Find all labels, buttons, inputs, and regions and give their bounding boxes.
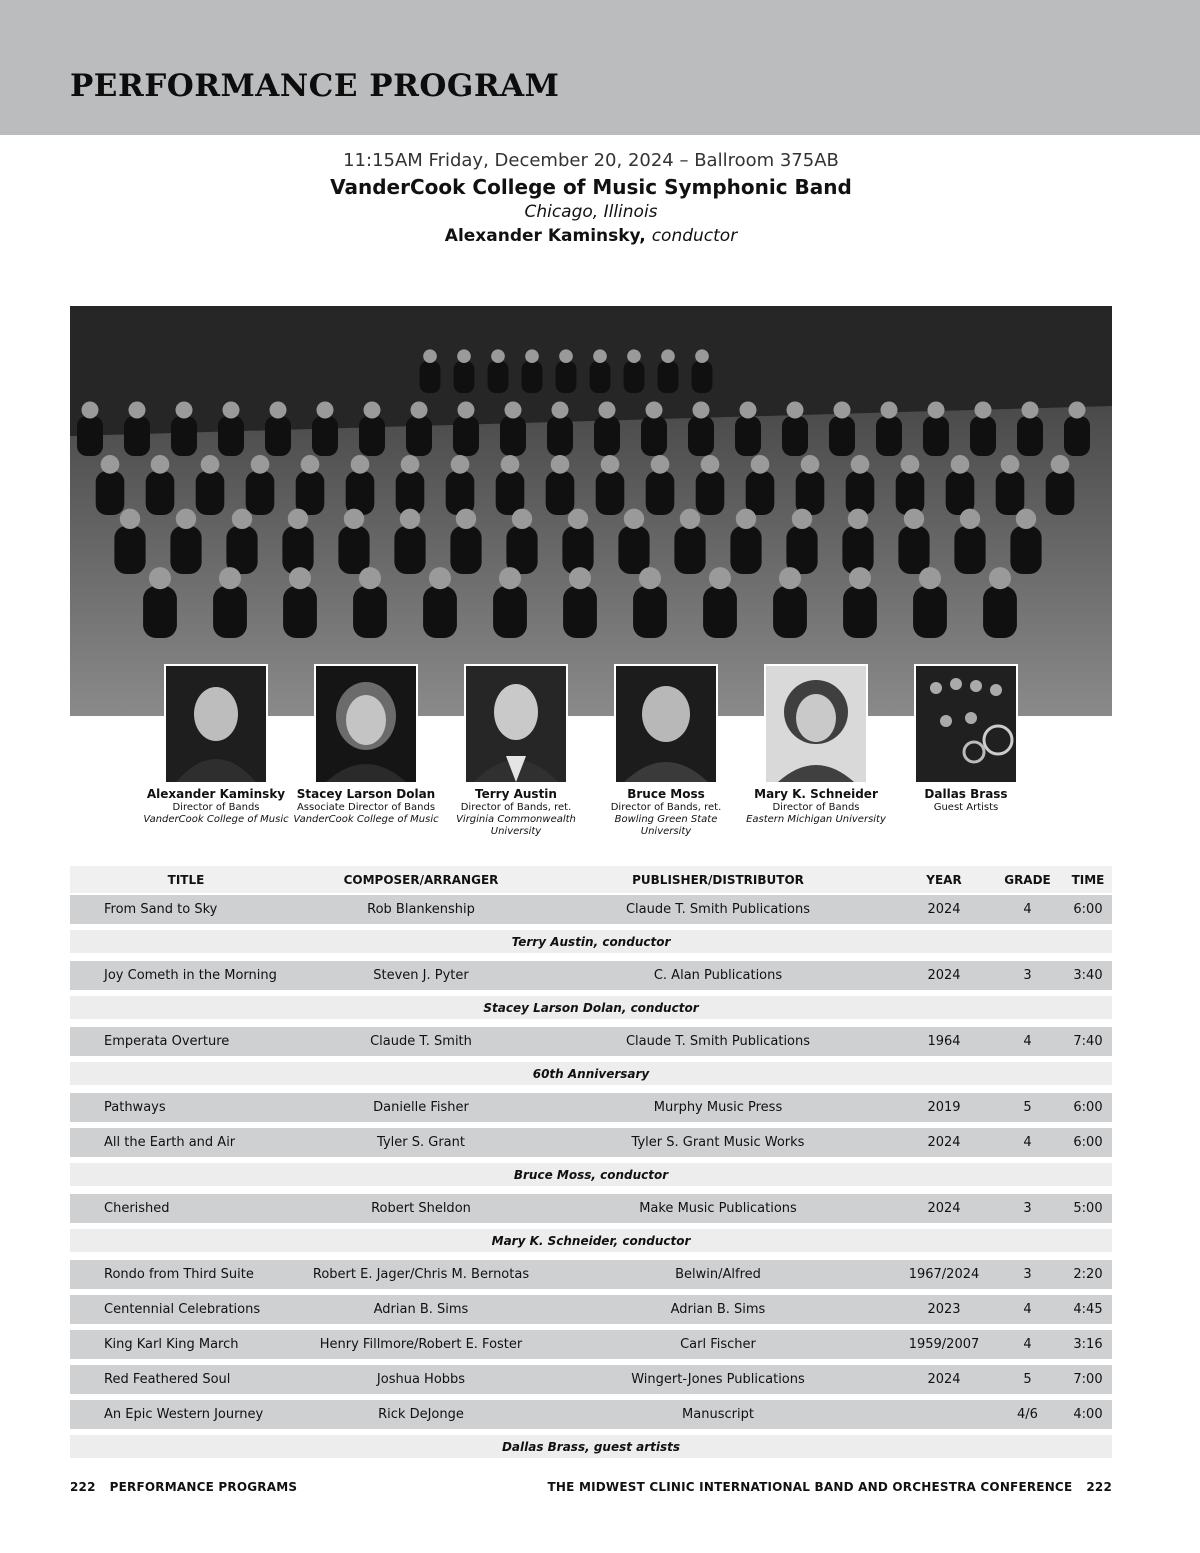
table-row bbox=[70, 1295, 1112, 1324]
bio-name: Stacey Larson Dolan bbox=[296, 787, 436, 801]
cell-title: Joy Cometh in the Morning bbox=[104, 968, 277, 983]
cell-time: 2:20 bbox=[1073, 1267, 1103, 1282]
cell-grade: 5 bbox=[1023, 1100, 1032, 1115]
cell-publisher: Belwin/Alfred bbox=[675, 1267, 761, 1282]
bio-alexander-kaminsky bbox=[141, 787, 291, 826]
cell-composer: Rob Blankenship bbox=[367, 902, 475, 917]
cell-grade: 3 bbox=[1023, 1267, 1032, 1282]
cell-time: 7:40 bbox=[1073, 1034, 1103, 1049]
bio-mary-k-schneider bbox=[741, 787, 891, 826]
program-table bbox=[70, 866, 1112, 1466]
cell-title: Cherished bbox=[104, 1201, 170, 1216]
bio-title: Guest Artists bbox=[933, 802, 999, 813]
bio-school: Eastern Michigan University bbox=[746, 814, 886, 825]
cell-year: 2024 bbox=[927, 1135, 961, 1150]
page-title: PERFORMANCE PROGRAM bbox=[70, 68, 560, 104]
cell-time: 4:45 bbox=[1073, 1302, 1103, 1317]
bio-name: Alexander Kaminsky bbox=[146, 787, 286, 801]
footer-conference-title: THE MIDWEST CLINIC INTERNATIONAL BAND AND ORCHESTRA CONFERENCE bbox=[547, 1480, 1073, 1494]
bio-bruce-moss bbox=[591, 787, 741, 838]
cell-publisher: Wingert-Jones Publications bbox=[631, 1372, 805, 1387]
cell-publisher: C. Alan Publications bbox=[653, 968, 783, 983]
cell-publisher: Adrian B. Sims bbox=[670, 1302, 766, 1317]
cell-publisher: Claude T. Smith Publications bbox=[625, 1034, 811, 1049]
cell-composer: Tyler S. Grant bbox=[377, 1135, 465, 1150]
cell-time: 3:16 bbox=[1073, 1337, 1103, 1352]
event-datetime: 11:15AM Friday, December 20, 2024 – Ballroom 375AB bbox=[343, 150, 839, 171]
cell-time: 6:00 bbox=[1073, 1135, 1103, 1150]
cell-year: 1959/2007 bbox=[908, 1337, 980, 1352]
cell-grade: 4 bbox=[1023, 1135, 1032, 1150]
bio-title: Associate Director of Bands bbox=[296, 802, 436, 813]
cell-composer: Robert Sheldon bbox=[371, 1201, 471, 1216]
cell-grade: 4 bbox=[1023, 902, 1032, 917]
cell-title: Pathways bbox=[104, 1100, 166, 1115]
cell-year: 2024 bbox=[927, 902, 961, 917]
cell-grade: 5 bbox=[1023, 1372, 1032, 1387]
header-grade: GRADE bbox=[1004, 872, 1051, 887]
cell-year: 1964 bbox=[927, 1034, 961, 1049]
cell-year: 2024 bbox=[927, 968, 961, 983]
table-row bbox=[70, 1365, 1112, 1394]
cell-title: An Epic Western Journey bbox=[104, 1407, 264, 1422]
bio-name: Mary K. Schneider bbox=[754, 787, 878, 801]
cell-title: Centennial Celebrations bbox=[104, 1302, 261, 1317]
cell-publisher: Tyler S. Grant Music Works bbox=[631, 1135, 805, 1150]
cell-grade: 3 bbox=[1023, 968, 1032, 983]
cell-title: All the Earth and Air bbox=[104, 1135, 236, 1150]
portrait-stacey-larson-dolan bbox=[314, 664, 418, 784]
cell-publisher: Carl Fischer bbox=[680, 1337, 756, 1352]
header-composer: COMPOSER/ARRANGER bbox=[343, 872, 499, 887]
cell-publisher: Manuscript bbox=[682, 1407, 754, 1422]
bio-terry-austin bbox=[441, 787, 591, 838]
cell-grade: 3 bbox=[1023, 1201, 1032, 1216]
bio-stacey-larson-dolan bbox=[291, 787, 441, 826]
cell-grade: 4 bbox=[1023, 1302, 1032, 1317]
bio-title: Director of Bands bbox=[772, 802, 860, 813]
cell-grade: 4/6 bbox=[1017, 1407, 1038, 1422]
table-row bbox=[70, 895, 1112, 924]
portrait-dallas-brass bbox=[914, 664, 1018, 784]
table-row bbox=[70, 1128, 1112, 1157]
cell-title: Rondo from Third Suite bbox=[104, 1267, 254, 1282]
cell-year: 2019 bbox=[927, 1100, 961, 1115]
bio-school: VanderCook College of Music bbox=[143, 814, 289, 825]
conductor-note: Bruce Moss, conductor bbox=[513, 1167, 669, 1182]
bio-dallas-brass bbox=[891, 787, 1041, 814]
cell-composer: Claude T. Smith bbox=[370, 1034, 472, 1049]
cell-composer: Joshua Hobbs bbox=[376, 1372, 466, 1387]
cell-time: 4:00 bbox=[1073, 1407, 1103, 1422]
portrait-mary-k-schneider bbox=[764, 664, 868, 784]
table-row bbox=[70, 1400, 1112, 1429]
cell-title: Red Feathered Soul bbox=[104, 1372, 231, 1387]
bio-name: Bruce Moss bbox=[627, 787, 705, 801]
cell-publisher: Murphy Music Press bbox=[653, 1100, 783, 1115]
portrait-alexander-kaminsky bbox=[164, 664, 268, 784]
table-row bbox=[70, 1260, 1112, 1289]
header-year: YEAR bbox=[926, 872, 962, 887]
cell-time: 5:00 bbox=[1073, 1201, 1103, 1216]
cell-year: 2023 bbox=[927, 1302, 961, 1317]
conductor-note: Mary K. Schneider, conductor bbox=[491, 1233, 691, 1248]
cell-grade: 4 bbox=[1023, 1337, 1032, 1352]
cell-grade: 4 bbox=[1023, 1034, 1032, 1049]
cell-year: 2024 bbox=[927, 1372, 961, 1387]
cell-composer: Henry Fillmore/Robert E. Foster bbox=[319, 1337, 523, 1352]
table-row bbox=[70, 961, 1112, 990]
cell-time: 7:00 bbox=[1073, 1372, 1103, 1387]
bio-name: Dallas Brass bbox=[924, 787, 1008, 801]
cell-composer: Steven J. Pyter bbox=[373, 968, 469, 983]
cell-time: 6:00 bbox=[1073, 902, 1103, 917]
cell-composer: Adrian B. Sims bbox=[373, 1302, 469, 1317]
cell-title: From Sand to Sky bbox=[104, 902, 218, 917]
header-publisher: PUBLISHER/DISTRIBUTOR bbox=[632, 872, 804, 887]
conductor-note-row bbox=[70, 930, 1112, 953]
band-group-photo bbox=[70, 306, 1112, 716]
footer-left bbox=[70, 1480, 297, 1494]
cell-year: 1967/2024 bbox=[908, 1267, 980, 1282]
header-title: TITLE bbox=[167, 872, 205, 887]
conductor-note: Terry Austin, conductor bbox=[511, 934, 671, 949]
footer-section-title: PERFORMANCE PROGRAMS bbox=[109, 1480, 298, 1494]
conductor-note: 60th Anniversary bbox=[532, 1066, 650, 1081]
portrait-terry-austin bbox=[464, 664, 568, 784]
event-info bbox=[0, 148, 1182, 248]
conductor-note: Stacey Larson Dolan, conductor bbox=[483, 1000, 699, 1015]
conductor-note-row bbox=[70, 1062, 1112, 1085]
conductor-role: conductor bbox=[651, 226, 738, 246]
cell-publisher: Make Music Publications bbox=[639, 1201, 797, 1216]
cell-publisher: Claude T. Smith Publications bbox=[625, 902, 811, 917]
cell-time: 6:00 bbox=[1073, 1100, 1103, 1115]
table-row bbox=[70, 1093, 1112, 1122]
footer-page-number-left: 222 bbox=[70, 1480, 96, 1494]
event-location: Chicago, Illinois bbox=[524, 202, 658, 222]
table-header-row bbox=[70, 866, 1112, 893]
conductor-note: Dallas Brass, guest artists bbox=[501, 1439, 681, 1454]
bio-name: Terry Austin bbox=[475, 787, 557, 801]
cell-composer: Rick DeJonge bbox=[378, 1407, 464, 1422]
conductor-note-row bbox=[70, 1163, 1112, 1186]
conductor-note-row bbox=[70, 1435, 1112, 1458]
cell-year: 2024 bbox=[927, 1201, 961, 1216]
table-row bbox=[70, 1330, 1112, 1359]
conductor-note-row bbox=[70, 1229, 1112, 1252]
cell-composer: Robert E. Jager/Chris M. Bernotas bbox=[312, 1267, 530, 1282]
bio-title: Director of Bands, ret. bbox=[610, 802, 722, 813]
conductor-name: Alexander Kaminsky, bbox=[444, 226, 646, 246]
bio-title: Director of Bands, ret. bbox=[460, 802, 572, 813]
bio-title: Director of Bands bbox=[172, 802, 260, 813]
cell-time: 3:40 bbox=[1073, 968, 1103, 983]
header-time: TIME bbox=[1071, 872, 1105, 887]
cell-title: King Karl King March bbox=[104, 1337, 239, 1352]
footer-right bbox=[548, 1480, 1112, 1494]
bio-school: VanderCook College of Music bbox=[293, 814, 439, 825]
bio-school: Bowling Green State University bbox=[614, 814, 718, 837]
event-conductor bbox=[0, 224, 1182, 248]
portrait-bruce-moss bbox=[614, 664, 718, 784]
cell-composer: Danielle Fisher bbox=[373, 1100, 469, 1115]
footer-page-number-right: 222 bbox=[1086, 1480, 1112, 1494]
conductor-note-row bbox=[70, 996, 1112, 1019]
event-ensemble: VanderCook College of Music Symphonic Band bbox=[330, 175, 852, 199]
bio-school: Virginia Commonwealth University bbox=[456, 814, 576, 837]
table-row bbox=[70, 1194, 1112, 1223]
cell-title: Emperata Overture bbox=[104, 1034, 230, 1049]
table-row bbox=[70, 1027, 1112, 1056]
